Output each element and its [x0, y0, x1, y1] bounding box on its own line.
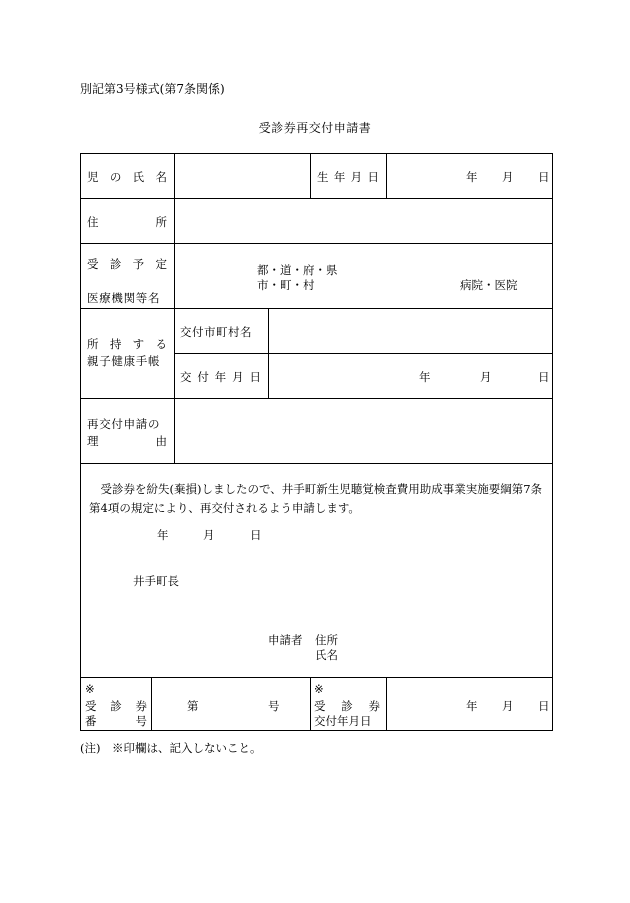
city-options: 市・町・村 [257, 278, 315, 292]
ticket-date-label-line2: 交付年月日 [314, 714, 372, 728]
issuing-city-label: 交付市町村名 [180, 325, 252, 339]
applicant-address-label: 住所 [315, 633, 338, 647]
footnote: (注) ※印欄は、記入しないこと。 [80, 741, 262, 755]
prefecture-options: 都・道・府・県 [257, 263, 338, 277]
address-label: 住 所 [87, 215, 167, 229]
birth-month-unit: 月 [502, 170, 514, 184]
form-number: 別記第3号様式(第7条関係) [80, 82, 225, 96]
birth-day-unit: 日 [538, 170, 550, 184]
declaration-day-unit: 日 [250, 528, 262, 542]
declaration-month-unit: 月 [203, 528, 215, 542]
application-form [80, 153, 553, 731]
ticket-date-label-line1: 受 診 券 [314, 699, 380, 713]
handbook-label-line1: 所 持 す る [87, 337, 167, 351]
birth-year-unit: 年 [466, 170, 478, 184]
reason-label-line1: 再交付申請の [87, 417, 161, 431]
hospital-suffix: 病院・医院 [460, 278, 518, 292]
issue-year-unit: 年 [419, 370, 431, 384]
ticket-number-label-line1: 受 診 券 [85, 699, 147, 713]
office-use-mark-2: ※ [314, 682, 324, 696]
issue-month-unit: 月 [480, 370, 492, 384]
addressee: 井手町長 [133, 574, 179, 588]
declaration-year-unit: 年 [157, 528, 169, 542]
ticket-number-label-line2: 番 号 [85, 714, 147, 728]
office-use-mark: ※ [85, 682, 95, 696]
reason-label-line2: 理 由 [87, 434, 167, 448]
ticket-month-unit: 月 [502, 699, 514, 713]
applicant-name-label: 氏名 [315, 648, 338, 662]
ticket-year-unit: 年 [466, 699, 478, 713]
issue-date-label: 交 付 年 月 日 [180, 370, 261, 384]
child-name-label: 児 の 氏 名 [87, 170, 167, 184]
document-title: 受診券再交付申請書 [258, 121, 372, 135]
issue-day-unit: 日 [538, 370, 550, 384]
applicant-label: 申請者 [268, 633, 303, 647]
ticket-number-suffix: 号 [268, 699, 280, 713]
birth-date-label: 生 年 月 日 [317, 170, 379, 184]
ticket-number-prefix: 第 [187, 699, 199, 713]
declaration-text: 受診券を紛失(棄損)しましたので、井手町新生児聴覚検査費用助成事業実施要綱第7条第4項の規定により、再交付されるよう申請します。 [89, 482, 543, 515]
ticket-day-unit: 日 [538, 699, 550, 713]
handbook-label-line2: 親子健康手帳 [87, 354, 161, 368]
clinic-label-line1: 受 診 予 定 [87, 257, 167, 271]
clinic-label-line2: 医療機関等名 [87, 291, 161, 305]
